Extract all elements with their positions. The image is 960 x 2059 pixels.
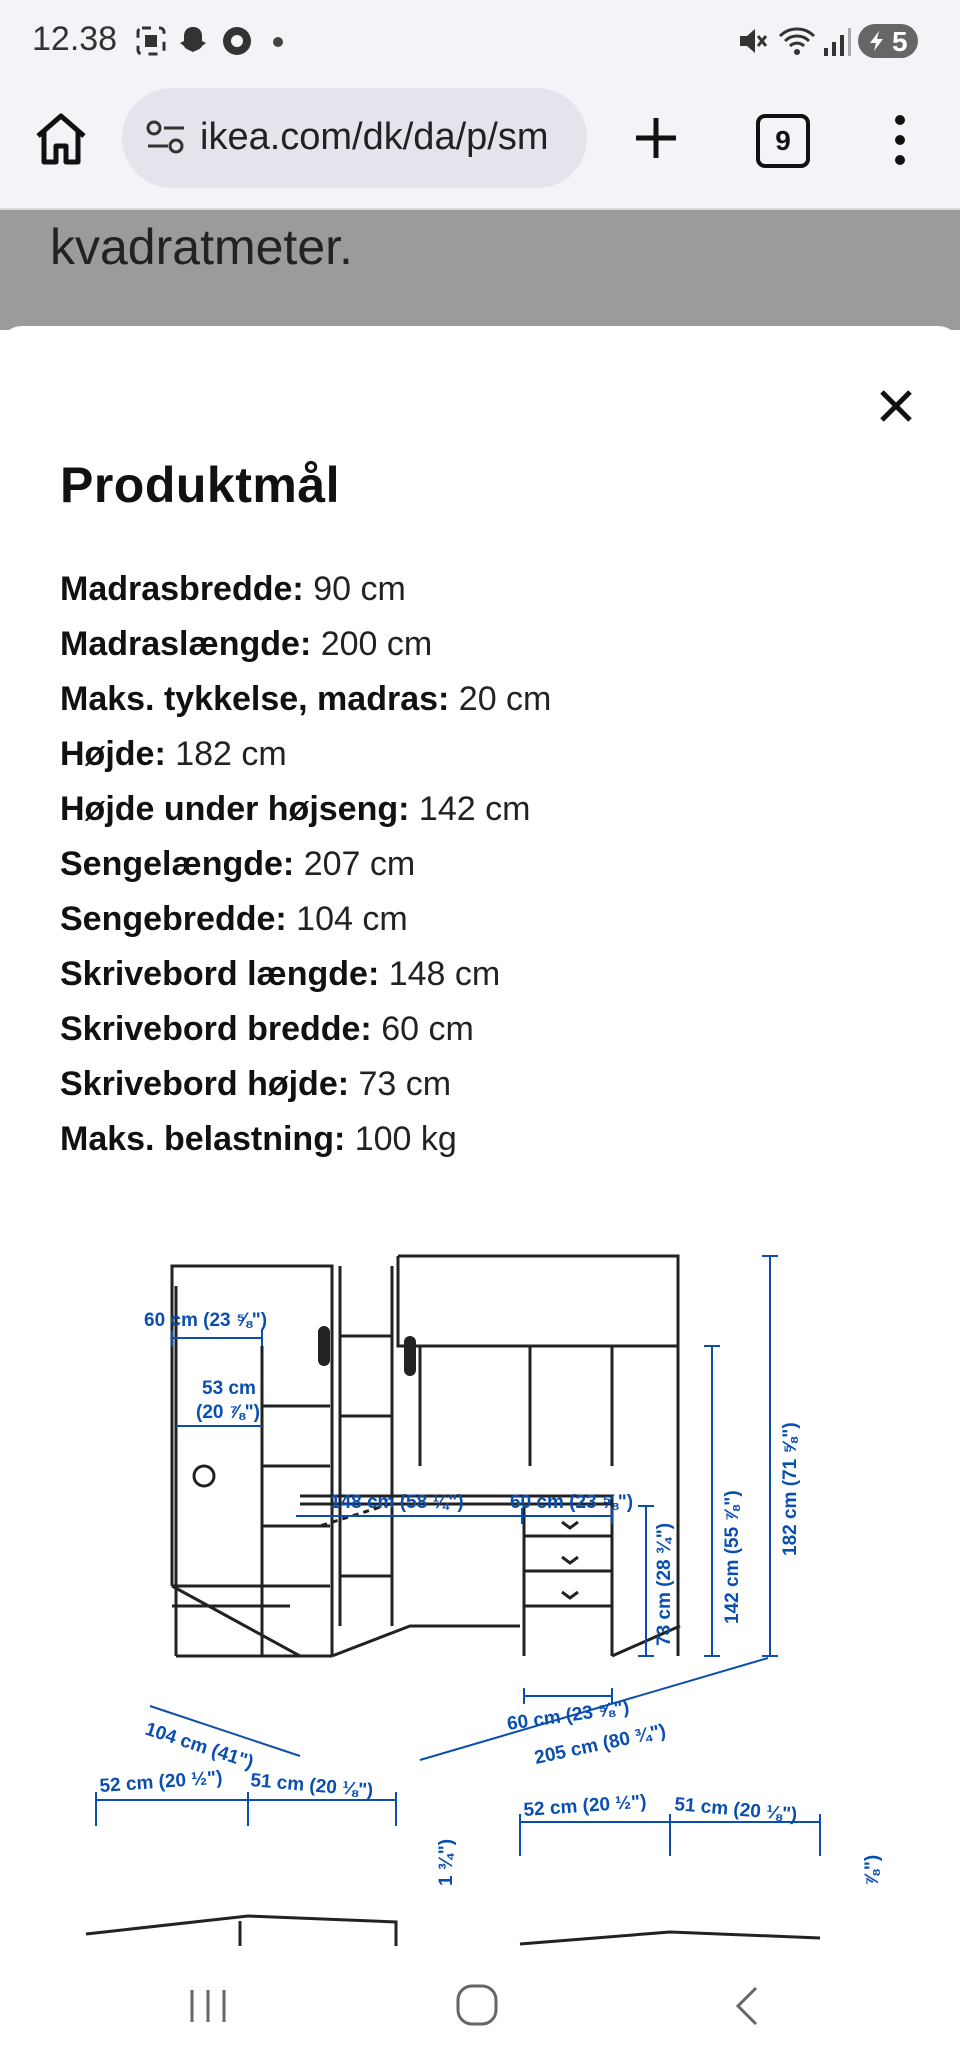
product-dimensions-sheet [0, 326, 960, 1946]
side-handle-right [404, 1336, 416, 1376]
mute-icon [736, 24, 770, 58]
page-backdrop[interactable] [0, 210, 960, 330]
dim-label-total-height: 182 cm (71 ⅝") [780, 1422, 801, 1556]
spec-value: 20 cm [458, 680, 552, 718]
tab-switcher-button[interactable]: 9 [756, 114, 810, 168]
spec-label: Maks. tykkelse, madras: [60, 680, 450, 718]
background-text: kvadratmeter. [50, 219, 353, 275]
spec-row [60, 892, 551, 947]
dimension-drawing [0, 1226, 960, 1946]
dim-label-lower-left-b: 51 cm (20 ⅛") [249, 1770, 375, 1802]
chrome-icon [220, 24, 254, 58]
spec-label: Skrivebord længde: [60, 955, 380, 993]
status-bar [0, 0, 960, 84]
dim-label-inner-width-cm: 53 cm [202, 1378, 256, 1399]
spec-list [60, 562, 551, 1167]
spec-label: Maks. belastning: [60, 1120, 346, 1158]
recent-apps-button[interactable] [186, 1986, 230, 2026]
dim-label-lower-right-edge: ⅞") [862, 1854, 883, 1886]
spec-row [60, 782, 551, 837]
spec-label: Skrivebord højde: [60, 1065, 350, 1103]
spec-row [60, 947, 551, 1002]
spec-value: 200 cm [320, 625, 433, 663]
new-tab-button[interactable] [628, 110, 684, 166]
spec-value: 104 cm [296, 900, 408, 938]
side-handle-left [318, 1326, 330, 1366]
spec-row [60, 617, 551, 672]
dim-label-wardrobe-width: 60 cm (23 ⅝") [144, 1310, 268, 1331]
dim-label-lower-right-a: 52 cm (20 ½") [522, 1791, 648, 1821]
signal-icon [822, 24, 852, 58]
charging-icon [868, 30, 886, 52]
spec-row [60, 837, 551, 892]
dim-label-lower-right-b: 51 cm (20 ⅛") [673, 1794, 799, 1826]
dim-label-total-length: 205 cm (80 ¾") [532, 1720, 668, 1769]
spec-value: 207 cm [303, 845, 416, 883]
dim-label-desk-depth-bottom: 60 cm (23 ⅝") [505, 1697, 631, 1735]
spec-value: 60 cm [381, 1010, 474, 1048]
address-bar[interactable] [122, 88, 587, 188]
browser-toolbar [0, 84, 960, 210]
close-button[interactable] [866, 376, 926, 436]
more-menu-icon[interactable] [880, 110, 920, 170]
spec-value: 90 cm [313, 570, 406, 608]
dim-label-under-bed-height: 142 cm (55 ⅞") [722, 1490, 743, 1624]
home-nav-button[interactable] [454, 1982, 500, 2028]
spec-label: Madraslængde: [60, 625, 312, 663]
dim-label-lower-left-a: 52 cm (20 ½") [98, 1767, 224, 1797]
screenshot-icon [134, 24, 168, 58]
notification-dot-icon [272, 36, 284, 48]
status-time: 12.38 [32, 20, 118, 58]
spec-row [60, 727, 551, 782]
spec-label: Skrivebord bredde: [60, 1010, 372, 1048]
snapchat-icon [176, 24, 210, 58]
spec-label: Højde under højseng: [60, 790, 410, 828]
dim-label-desk-depth-top: 60 cm (23 ⅝") [510, 1492, 634, 1513]
url-text[interactable]: ikea.com/dk/da/p/sm [200, 116, 549, 158]
spec-row [60, 672, 551, 727]
spec-value: 100 kg [354, 1120, 457, 1158]
spec-value: 148 cm [388, 955, 501, 993]
spec-value: 142 cm [418, 790, 531, 828]
dim-label-desk-length: 148 cm (58 ¼") [330, 1492, 464, 1513]
sheet-title: Produktmål [60, 457, 341, 513]
home-button[interactable] [30, 108, 92, 170]
battery-indicator [858, 24, 918, 58]
spec-label: Højde: [60, 735, 166, 773]
wifi-icon [778, 24, 816, 58]
spec-row [60, 562, 551, 617]
lower-drawings [86, 1916, 820, 1946]
spec-label: Sengelængde: [60, 845, 295, 883]
site-settings-icon[interactable] [144, 118, 188, 158]
spec-value: 182 cm [175, 735, 287, 773]
spec-label: Sengebredde: [60, 900, 287, 938]
dim-label-lower-left-edge: 1 ¾") [436, 1838, 457, 1886]
battery-level: 5 [892, 26, 908, 57]
dim-label-bed-width: 104 cm (41") [142, 1718, 256, 1774]
spec-row [60, 1002, 551, 1057]
spec-row [60, 1057, 551, 1112]
system-nav-bar [0, 1946, 960, 2059]
spec-value: 73 cm [358, 1065, 452, 1103]
back-nav-button[interactable] [728, 1984, 768, 2028]
spec-label: Madrasbredde: [60, 570, 304, 608]
dim-label-inner-width-in: (20 ⅞") [196, 1402, 260, 1423]
dim-label-desk-height: 73 cm (28 ¾") [654, 1522, 675, 1646]
spec-row [60, 1112, 551, 1167]
